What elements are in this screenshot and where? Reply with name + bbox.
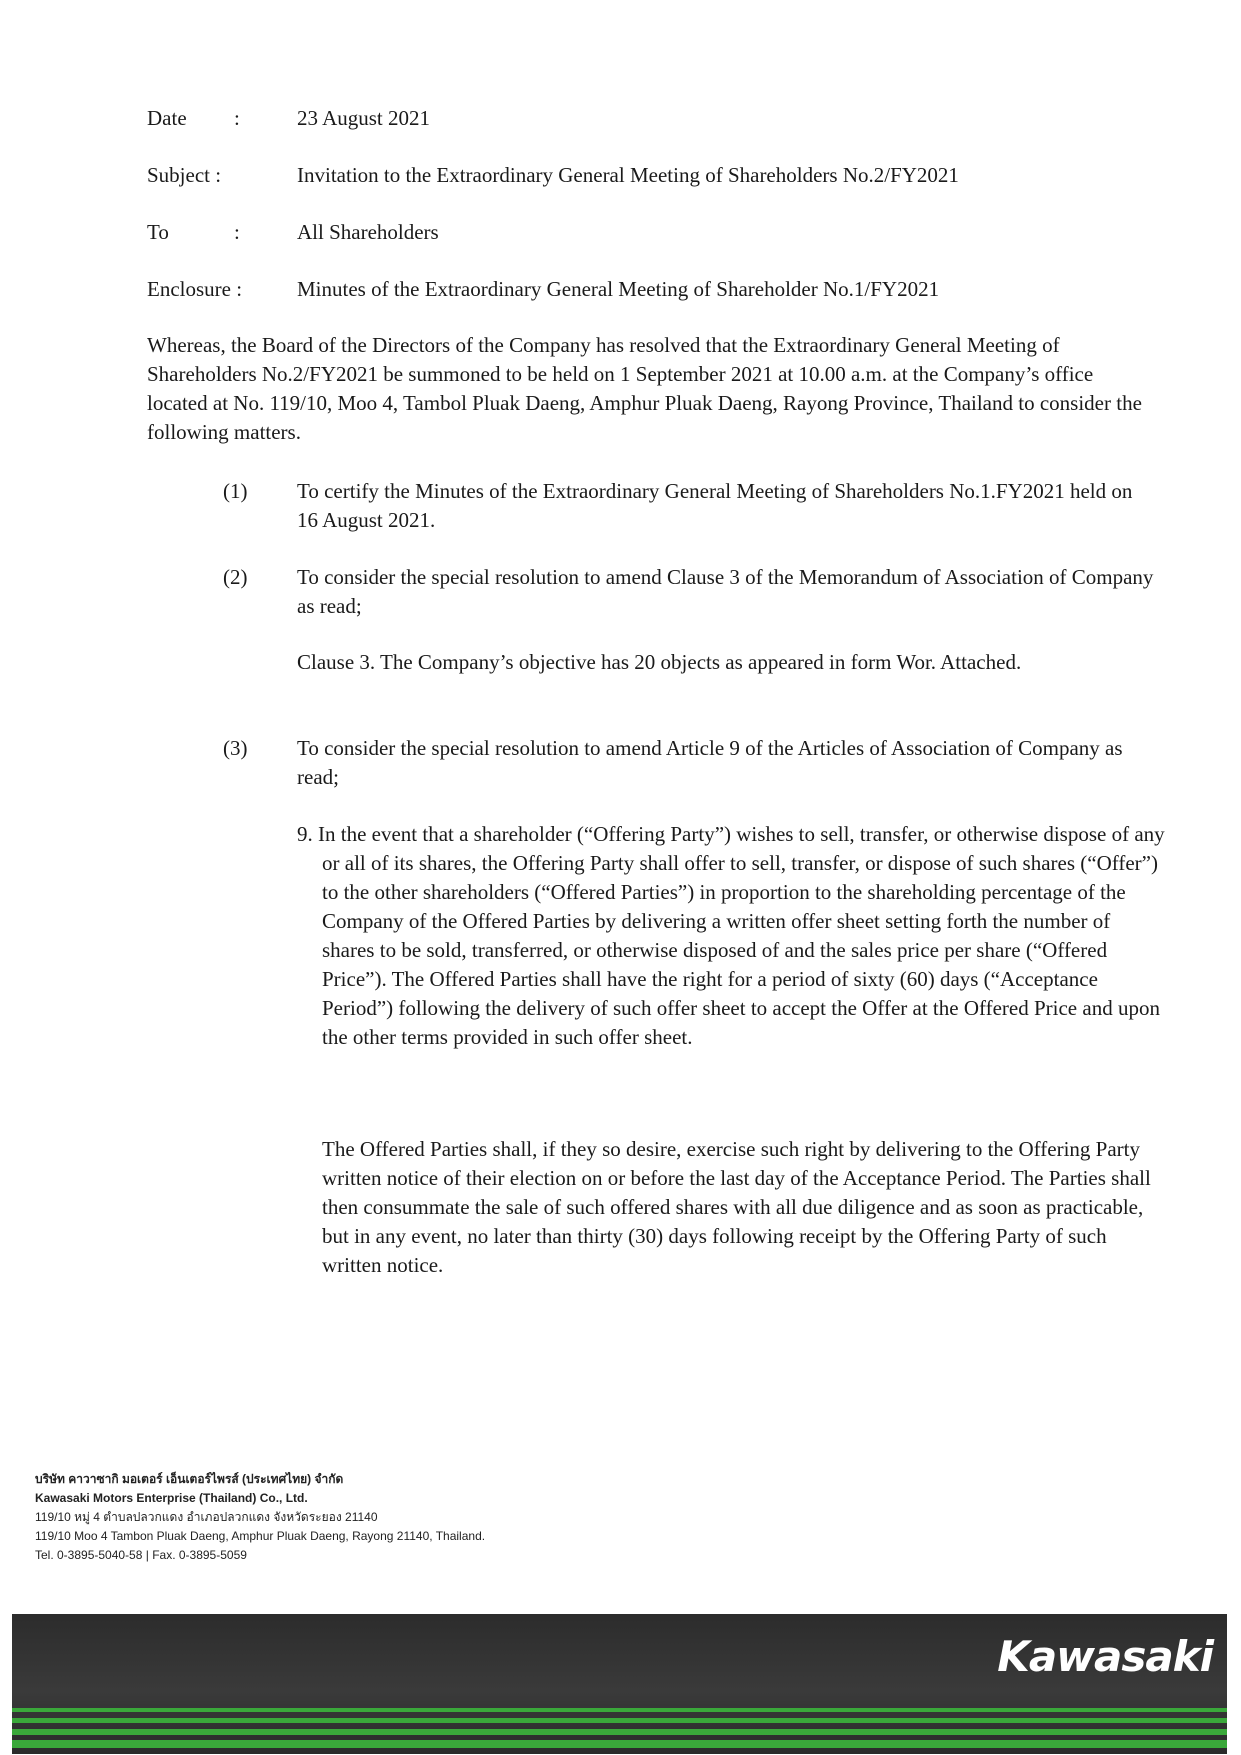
enclosure-value: Minutes of the Extraordinary General Meeting of Shareholder No.1/FY2021 [297,277,940,301]
footer-company-info [35,1470,485,1565]
subject-value: Invitation to the Extraordinary General Meeting of Shareholders No.2/FY2021 [297,163,959,187]
address-thai: 119/10 หมู่ 4 ตำบลปลวกแดง อำเภอปลวกแดง จังหวัดระยอง 21140 [35,1510,378,1524]
enclosure-label: Enclosure : [147,277,243,301]
address-en: 119/10 Moo 4 Tambon Pluak Daeng, Amphur Pluak Daeng, Rayong 21140, Thailand. [35,1529,486,1543]
item-text: To consider the special resolution to amend Clause 3 of the Memorandum of Association of Company as read; [297,565,1154,618]
subject-label: Subject : [147,163,222,187]
intro-paragraph: Whereas, the Board of the Directors of the Company has resolved that the Extraordinary General Meeting of Shareholders No.2/FY2021 be summoned to be held on 1 September 2021 at 10.00 a.m. at the Company’s office located at No. 119/10, Moo 4, Tambol Pluak Daeng, Amphur Pluak Daeng, Rayong Province, Thailand to consider the following matters. [147,333,1142,444]
item-number: (2) [223,565,248,589]
article-9-paragraph [297,820,1167,1052]
date-label: Date [147,106,187,130]
kawasaki-logo: Kawasaki [997,1632,1213,1681]
item-number: (3) [223,736,248,760]
green-stripes [12,1708,1227,1748]
date-value: 23 August 2021 [297,106,431,130]
date-colon: : [234,106,240,130]
article-9-paragraph-2: The Offered Parties shall, if they so desire, exercise such right by delivering to the Offering Party written notice of their election on or before the last day of the Acceptance Period. The Parties shall then consummate the sale of such offered shares with all due diligence and as soon as practicable, but in any event, no later than thirty (30) days following receipt by the Offering Party of such written notice. [322,1137,1151,1277]
item-text: To certify the Minutes of the Extraordinary General Meeting of Shareholders No.1.FY2021 held on 16 August 2021. [297,479,1133,532]
company-name-thai: บริษัท คาวาซากิ มอเตอร์ เอ็นเตอร์ไพรส์ (ประเทศไทย) จำกัด [35,1472,344,1486]
item-number: (1) [223,479,248,503]
contact-info: Tel. 0-3895-5040-58 | Fax. 0-3895-5059 [35,1548,247,1562]
to-label: To [147,220,169,244]
to-colon: : [234,220,240,244]
clause-3-text: Clause 3. The Company’s objective has 20 objects as appeared in form Wor. Attached. [297,650,1022,674]
to-value: All Shareholders [297,220,439,244]
article-9-text: 9. In the event that a shareholder (“Offering Party”) wishes to sell, transfer, or otherwise dispose of any or all of its shares, the Offering Party shall offer to sell, transfer, or dispose of such shares (“Offer”) to the other shareholders (“Offered Parties”) in proportion to the shareholding percentage of the Company of the Offered Parties by delivering a written offer sheet setting forth the number of shares to be sold, transferred, or otherwise disposed of and the sales price per share (“Offered Price”). The Offered Parties shall have the right for a period of sixty (60) days (“Acceptance Period”) following the delivery of such offer sheet to accept the Offer at the Offered Price and upon the other terms provided in such offer sheet. [297,822,1165,1049]
item-text: To consider the special resolution to amend Article 9 of the Articles of Association of Company as read; [297,736,1123,789]
company-name-en: Kawasaki Motors Enterprise (Thailand) Co., Ltd. [35,1491,308,1505]
